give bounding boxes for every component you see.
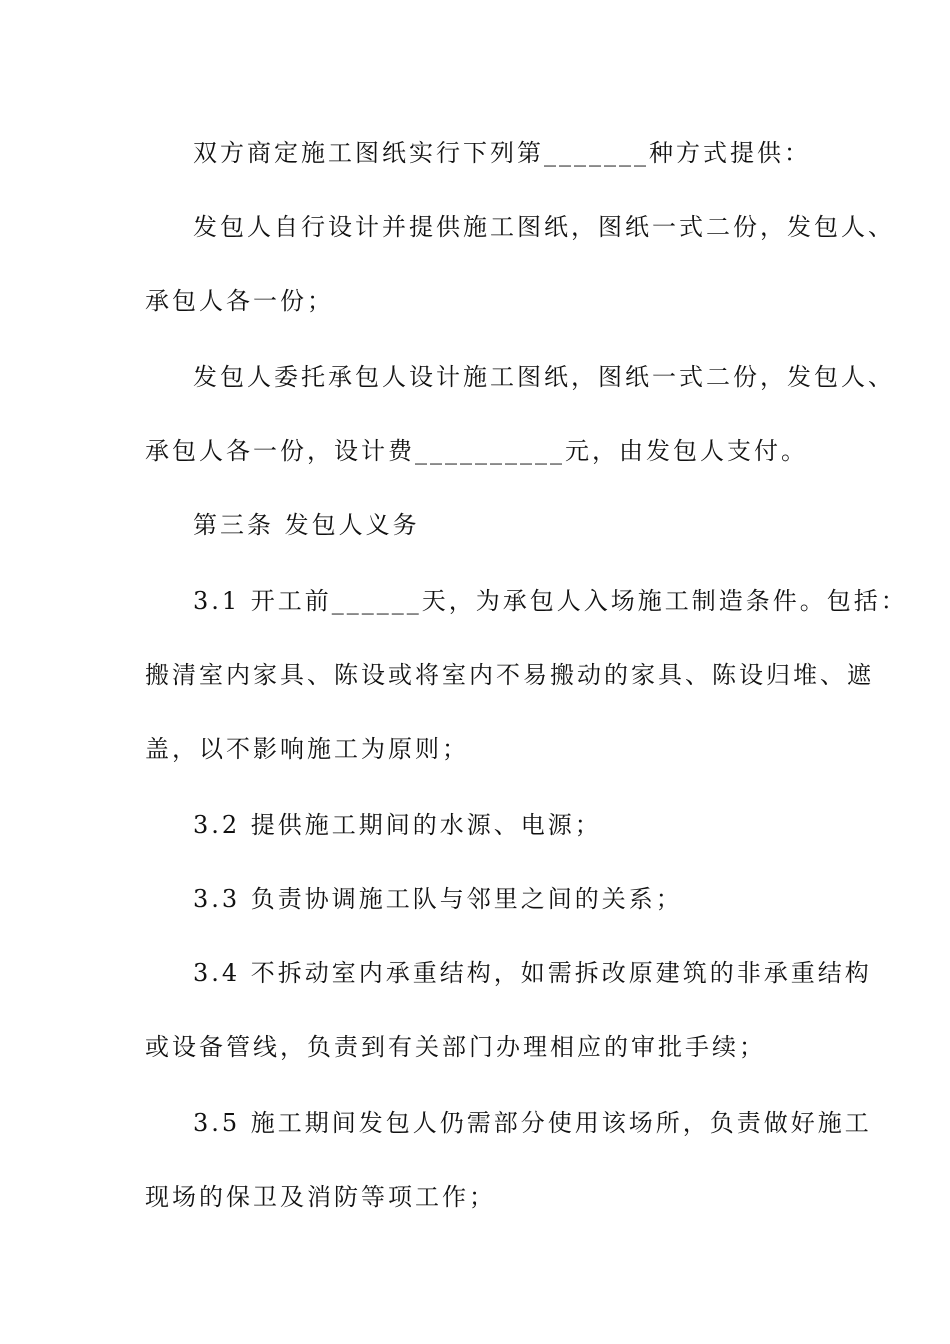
clause-3-2: 3.2 提供施工期间的水源、电源； (193, 811, 602, 839)
clause-3-3: 3.3 负责协调施工队与邻里之间的关系； (193, 885, 683, 913)
paragraph-option-1-cont: 承包人各一份； (145, 287, 334, 315)
clause-3-4: 3.4 不拆动室内承重结构，如需拆改原建筑的非承重结构 (193, 959, 872, 987)
paragraph-option-2-cont: 承包人各一份，设计费__________元，由发包人支付。 (145, 437, 808, 465)
clause-3-5: 3.5 施工期间发包人仍需部分使用该场所，负责做好施工 (193, 1109, 872, 1137)
paragraph-drawing-method: 双方商定施工图纸实行下列第_______种方式提供： (193, 139, 811, 167)
paragraph-option-2: 发包人委托承包人设计施工图纸，图纸一式二份，发包人、 (193, 363, 895, 391)
section-heading: 第三条 发包人义务 (193, 511, 420, 539)
clause-3-4-cont: 或设备管线，负责到有关部门办理相应的审批手续； (145, 1033, 766, 1061)
clause-3-1: 3.1 开工前______天，为承包人入场施工制造条件。包括： (193, 587, 908, 615)
clause-3-5-cont: 现场的保卫及消防等项工作； (145, 1183, 496, 1211)
paragraph-option-1: 发包人自行设计并提供施工图纸，图纸一式二份，发包人、 (193, 213, 895, 241)
clause-3-1-cont-a: 搬清室内家具、陈设或将室内不易搬动的家具、陈设归堆、遮 (145, 661, 874, 689)
clause-3-1-cont-b: 盖，以不影响施工为原则； (145, 735, 469, 763)
